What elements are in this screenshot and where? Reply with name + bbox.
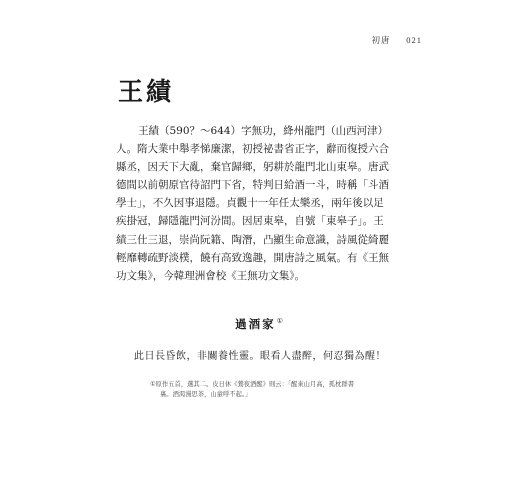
footnote-marker: ①: [276, 317, 285, 326]
footnote-line: ①原作五首，選其二。皮日休《鶯夜酒醒》則云：「醒來山月高，孤枕群書: [150, 381, 354, 388]
bio-line: 疾掛冠，歸隱龍門河汾間。因居東皋，自號「東皋子」。王: [116, 215, 384, 228]
poem-text: 此日長昏飲，非關養性靈。眼看人盡醉，何忍獨為醒！: [134, 351, 386, 362]
section-title: 初唐: [371, 36, 391, 46]
running-head: [372, 34, 422, 46]
bio-line: 縣丞，因天下大亂，棄官歸鄉，躬耕於龍門北山東皋。唐武: [116, 161, 389, 174]
bio-line: 德間以前朝原官待詔門下省，特判日給酒一斗，時稱「斗酒: [116, 179, 389, 192]
poem-title: [0, 316, 520, 332]
author-heading: 王績: [118, 77, 175, 106]
footnote-line: 裏。酒渴漫思茶，山童呼不起。」: [160, 391, 252, 398]
bio-line: 績三仕三退，崇尚阮籍、陶潛，凸顯生命意識，詩風從綺麗: [116, 233, 389, 246]
bio-line: 輕靡轉疏野淡樸，饒有高致逸趣，開唐詩之風氣。有《王無: [116, 251, 389, 264]
footnote: [150, 380, 402, 400]
poem-title-text: 過酒家: [235, 317, 276, 331]
page-number: 021: [406, 35, 422, 45]
bio-line: 功文集》，今韓理洲會校《王無功文集》。: [116, 269, 305, 282]
bio-line: 人。隋大業中舉孝悌廉潔，初授祕書省正字，辭而復授六合: [116, 143, 389, 156]
bio-line: 王績（590？～644）字無功，絳州龍門（山西河津）: [138, 125, 389, 137]
bio-line: 學士」，不久因事退隱。貞觀十一年任太樂丞，兩年後以足: [116, 197, 384, 210]
author-biography: [116, 122, 408, 285]
